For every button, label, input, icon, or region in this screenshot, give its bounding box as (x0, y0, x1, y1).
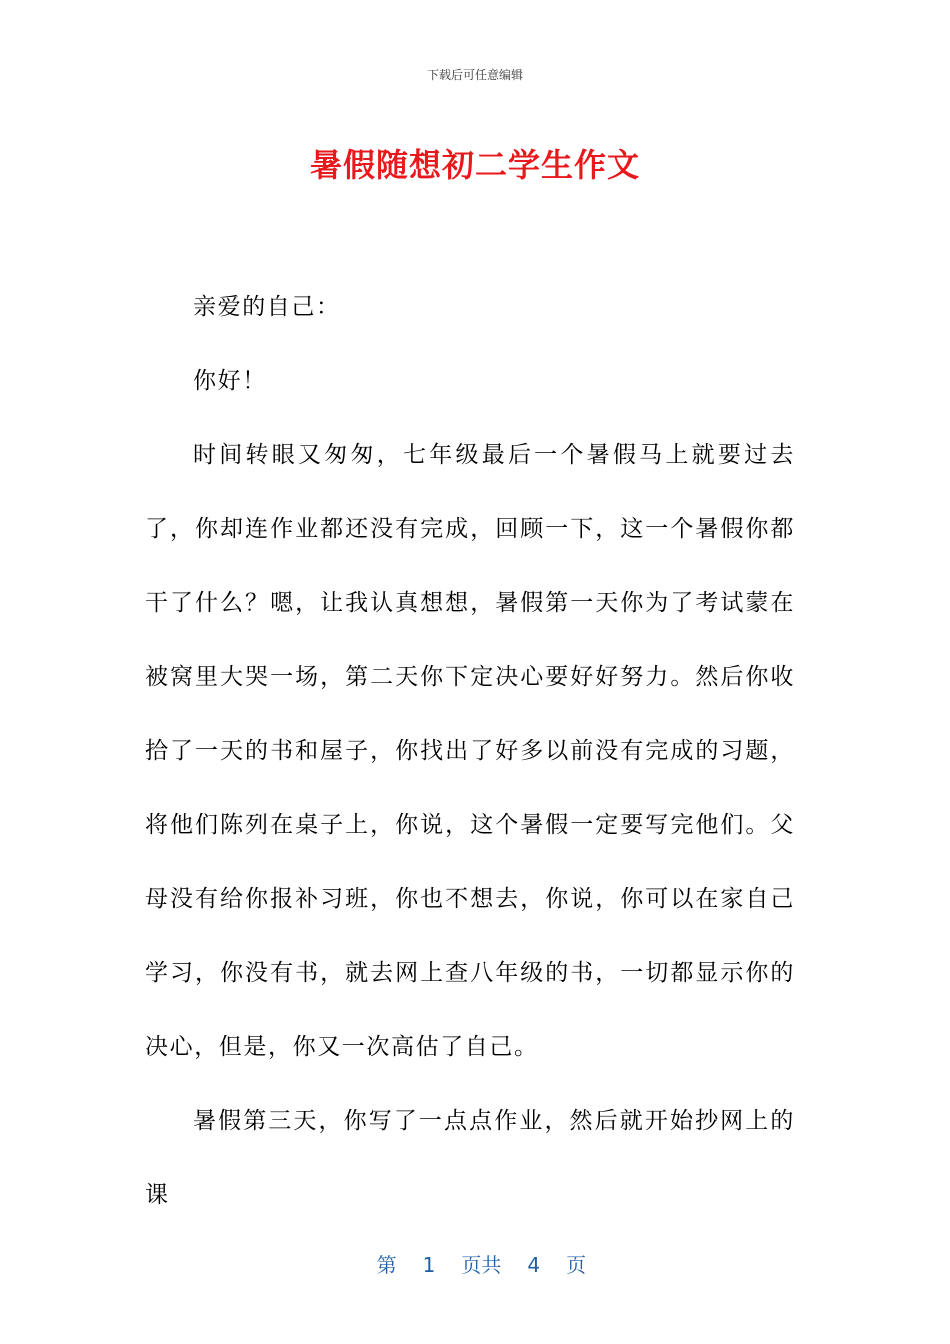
footer-current-page: 1 (422, 1253, 436, 1277)
footer-suffix: 页 (566, 1253, 587, 1277)
paragraph-main: 时间转眼又匆匆，七年级最后一个暑假马上就要过去了，你却连作业都还没有完成，回顾一下，这一个暑假你都干了什么？嗯，让我认真想想，暑假第一天你为了考试蒙在被窝里大哭一场，第二天你下定决心要好好努力。然后你收拾了一天的书和屋子，你找出了好多以前没有完成的习题，将他们陈列在桌子上，你说，这个暑假一定要写完他们。父母没有给你报补习班，你也不想去，你说，你可以在家自己学习，你没有书，就去网上查八年级的书，一切都显示你的决心，但是，你又一次高估了自己。 (145, 442, 795, 1060)
header-note: 下载后可任意编辑 (426, 68, 523, 82)
paragraph-salutation: 亲爱的自己： (193, 294, 341, 320)
paragraph-greeting: 你好！ (193, 368, 267, 394)
document-title: 暑假随想初二学生作文 (309, 146, 640, 184)
paragraph-continued: 暑假第三天，你写了一点点作业，然后就开始抄网上的课 (145, 1108, 795, 1208)
document-body (145, 270, 795, 1232)
footer-middle: 页共 (461, 1253, 502, 1277)
footer-total-pages: 4 (527, 1253, 541, 1277)
footer-prefix: 第 (376, 1253, 397, 1277)
page-footer (0, 1225, 950, 1278)
